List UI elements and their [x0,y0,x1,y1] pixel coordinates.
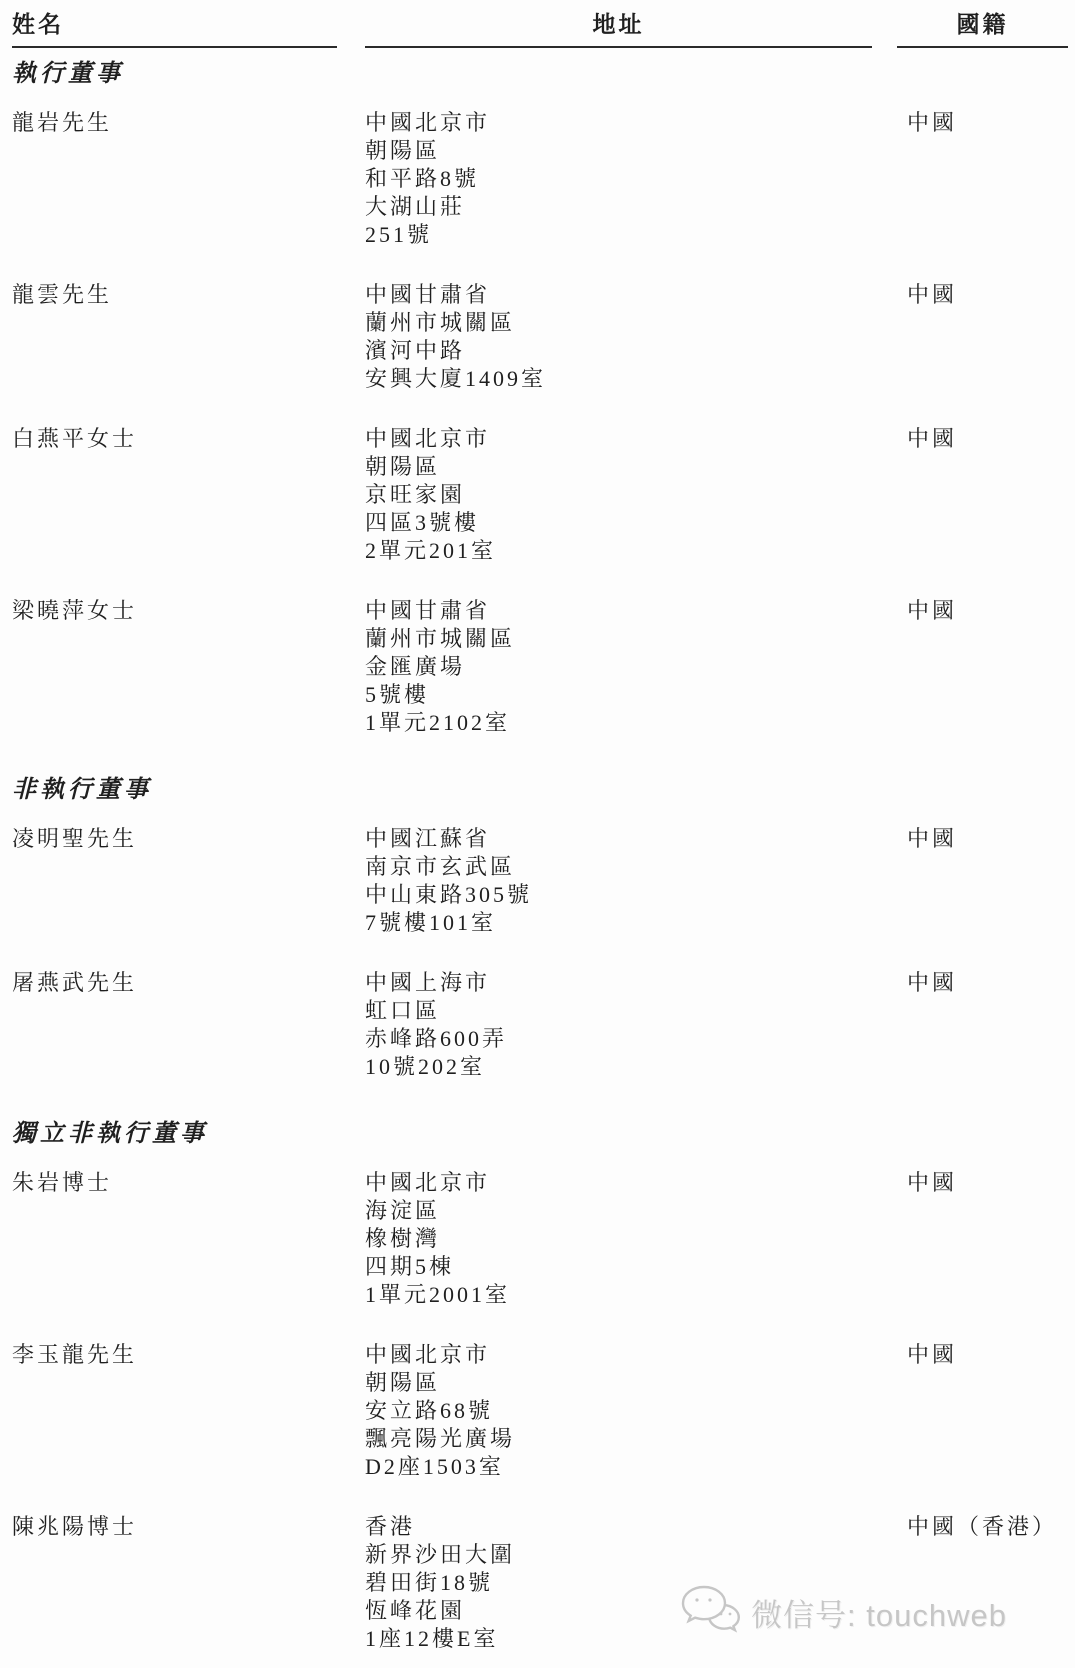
table-row [12,969,1068,1081]
address-line: 1座12樓E室 [365,1626,499,1651]
address-cell [365,109,872,249]
section-title: 非執行董事 [12,777,152,803]
address-line: 中國北京市 [365,1342,491,1367]
address-line: 蘭州市城關區 [365,310,516,335]
table-row [12,597,1068,737]
column-header-name: 姓名 [12,6,337,48]
name-cell: 凌明聖先生 [12,826,138,851]
address-line: 橡樹灣 [365,1226,441,1251]
address-line: 2單元201室 [365,538,497,563]
address-line: 金匯廣場 [365,654,466,679]
address-line: 赤峰路600弄 [365,1026,508,1051]
address-line: 碧田街18號 [365,1570,494,1595]
section-independent-non-executive-directors [12,1113,1068,1653]
address-line: 香港 [365,1514,416,1539]
section-title: 獨立非執行董事 [12,1121,208,1147]
address-line: 恆峰花園 [365,1598,466,1623]
address-line: 海淀區 [365,1198,441,1223]
name-cell: 白燕平女士 [12,426,138,451]
watermark-text: 微信号: touchweb [751,1597,1007,1633]
address-cell [365,825,872,937]
address-line: 四區3號樓 [365,510,480,535]
column-header-nationality: 國籍 [897,6,1068,48]
name-cell: 李玉龍先生 [12,1342,138,1367]
address-line: 新界沙田大圍 [365,1542,516,1567]
address-line: 四期5棟 [365,1254,455,1279]
address-line: 中國北京市 [365,110,491,135]
name-cell: 屠燕武先生 [12,970,138,995]
section-executive-directors [12,53,1068,737]
address-line: 濱河中路 [365,338,466,363]
address-line: 中山東路305號 [365,882,533,907]
address-line: 中國北京市 [365,1170,491,1195]
table-row [12,825,1068,937]
nationality-cell: 中國 [907,426,958,451]
address-cell [365,1169,872,1309]
address-line: 1單元2102室 [365,710,511,735]
address-line: 蘭州市城關區 [365,626,516,651]
table-row [12,425,1068,565]
address-line: 京旺家園 [365,482,466,507]
address-cell [365,281,872,393]
address-line: 南京市玄武區 [365,854,516,879]
address-line: 1單元2001室 [365,1282,511,1307]
section-title: 執行董事 [12,61,124,87]
nationality-cell: 中國 [907,1170,958,1195]
table-row [12,109,1068,249]
address-line: 和平路8號 [365,166,480,191]
address-line: 7號樓101室 [365,910,497,935]
nationality-cell: 中國 [907,970,958,995]
address-line: 朝陽區 [365,454,441,479]
nationality-cell: 中國 [907,826,958,851]
address-line: 朝陽區 [365,138,441,163]
address-line: 朝陽區 [365,1370,441,1395]
address-cell [365,1341,872,1481]
address-line: 飄亮陽光廣場 [365,1426,516,1451]
table-row [12,281,1068,393]
name-cell: 龍雲先生 [12,282,113,307]
wechat-icon [680,1583,742,1641]
nationality-cell: 中國 [907,598,958,623]
address-line: 虹口區 [365,998,441,1023]
address-cell [365,969,872,1081]
address-line: 中國北京市 [365,426,491,451]
table-header-row [12,6,1068,48]
address-line: 5號樓 [365,682,430,707]
address-line: D2座1503室 [365,1454,504,1479]
nationality-cell: 中國 [907,282,958,307]
address-line: 大湖山莊 [365,194,466,219]
address-line: 安立路68號 [365,1398,494,1423]
section-non-executive-directors [12,769,1068,1081]
name-cell: 龍岩先生 [12,110,113,135]
table-row [12,1169,1068,1309]
address-line: 安興大廈1409室 [365,366,547,391]
address-line: 10號202室 [365,1054,486,1079]
address-line: 中國甘肅省 [365,282,491,307]
name-cell: 朱岩博士 [12,1170,113,1195]
address-line: 251號 [365,222,433,247]
address-line: 中國甘肅省 [365,598,491,623]
nationality-cell: 中國 [907,1342,958,1367]
address-cell [365,597,872,737]
address-line: 中國上海市 [365,970,491,995]
table-row [12,1341,1068,1481]
column-header-address: 地址 [365,6,872,48]
address-line: 中國江蘇省 [365,826,491,851]
address-cell [365,425,872,565]
nationality-cell: 中國 [907,110,958,135]
name-cell: 梁曉萍女士 [12,598,138,623]
wechat-watermark [680,1583,1007,1641]
nationality-cell: 中國（香港） [907,1514,1058,1539]
name-cell: 陳兆陽博士 [12,1514,138,1539]
